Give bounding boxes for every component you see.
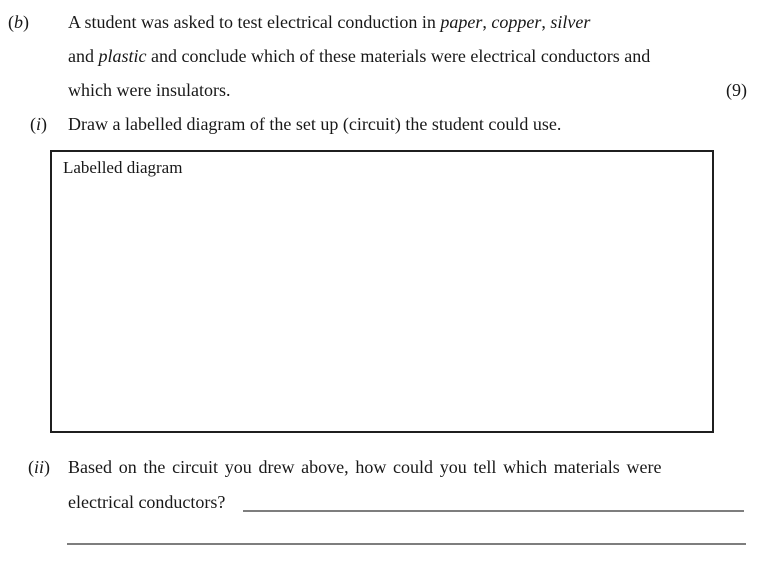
part-ii-question-line-2: electrical conductors? xyxy=(68,492,226,512)
question-b-text-line-2: and plastic and conclude which of these materials were electrical conductors and xyxy=(68,46,651,66)
question-b-text-line-3: which were insulators. xyxy=(68,80,231,100)
answer-blank-line-1 xyxy=(243,510,744,512)
labelled-diagram-answer-box xyxy=(50,150,714,433)
question-b-label-close-paren: ) xyxy=(23,12,29,32)
material-paper: paper xyxy=(440,12,483,32)
question-b-label xyxy=(8,11,29,33)
question-b-text-line-1: A student was asked to test electrical conduction in paper, copper, silver xyxy=(68,12,591,32)
part-ii-label: (ii) xyxy=(28,457,51,477)
part-i-label: (i) xyxy=(30,114,48,134)
material-copper: copper xyxy=(491,12,542,32)
marks-allocation: (9) xyxy=(726,80,747,100)
part-ii-question-line-1: Based on the circuit you drew above, how could you tell which materials were xyxy=(68,457,662,477)
question-b-label-open-paren: ( xyxy=(8,12,14,32)
material-plastic: plastic xyxy=(98,46,147,66)
diagram-box-label: Labelled diagram xyxy=(63,158,183,177)
answer-blank-line-2 xyxy=(67,543,746,545)
part-i-instruction: Draw a labelled diagram of the set up (circuit) the student could use. xyxy=(68,114,562,134)
question-b-label-letter: b xyxy=(14,12,23,32)
material-silver: silver xyxy=(550,12,591,32)
